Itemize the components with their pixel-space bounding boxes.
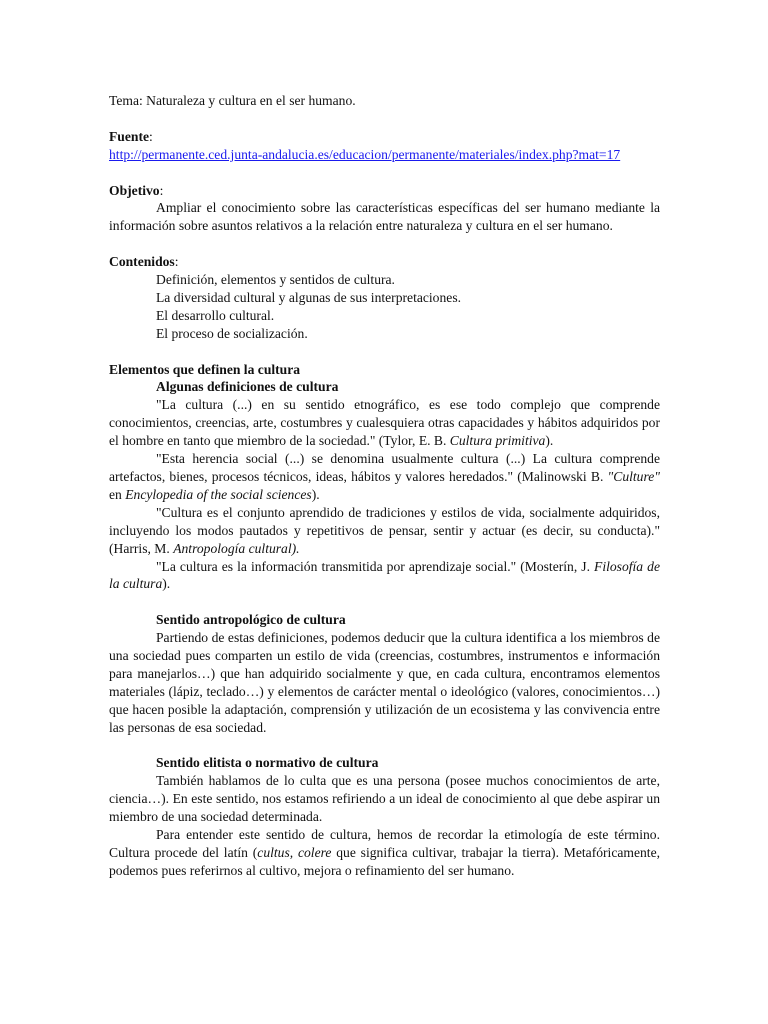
elementos-heading: Elementos que definen la cultura [109, 361, 301, 377]
source-title: Filosofía de la cultura [109, 558, 660, 592]
definiciones-subheading: Algunas definiciones de cultura [156, 379, 339, 395]
contenidos-label: Contenidos [109, 254, 175, 270]
source-title: Encylopedia of the social sciences [125, 486, 312, 502]
definition-mosterin: "La cultura es la información transmitida por aprendizaje social." (Mosterín, J. Filosofía de la cultura). [109, 558, 660, 592]
document-body [109, 92, 660, 880]
objetivo-label: Objetivo [109, 182, 160, 198]
antropologico-heading: Sentido antropológico de cultura [156, 612, 346, 628]
definition-malinowski: "Esta herencia social (...) se denomina usualmente cultura (...) La cultura comprende artefactos, bienes, procesos técnicos, ideas, hábitos y valores heredados." (Malinowski B. "Culture" en Encylopedia of the social sciences). [109, 451, 660, 502]
definition-harris: "Cultura es el conjunto aprendido de tradiciones y estilos de vida, socialmente adquiridos, incluyendo los modos pautados y repetitivos de pensar, sentir y actuar (es decir, su conducta)."(Harris, M. Antropología cultural). [109, 504, 660, 556]
tema-line: Tema: Naturaleza y cultura en el ser humano. [109, 93, 356, 108]
fuente-link[interactable]: http://permanente.ced.junta-andalucia.es/educacion/permanente/materiales/index.php?mat=17 [109, 146, 621, 162]
quoted-title: "Culture" [607, 468, 660, 484]
contenidos-item: El desarrollo cultural. [156, 307, 275, 323]
elitista-text-2: Para entender este sentido de cultura, hemos de recordar la etimología de este término. Cultura procede del latín (cultus, colere que significa cultivar, trabajar la tierra). Metafóricamente, podemos pues referirnos al cultivo, mejora o refinamiento del ser humano. [109, 827, 661, 878]
source-title: Cultura primitiva [449, 433, 546, 449]
elitista-heading: Sentido elitista o normativo de cultura [156, 755, 379, 771]
contenidos-item: La diversidad cultural y algunas de sus interpretaciones. [156, 289, 462, 305]
antropologico-text: Partiendo de estas definiciones, podemos deducir que la cultura identifica a los miembros de una sociedad pues comparten un estilo de vida (creencias, costumbres, instrumentos e información para manejarlos…) que han adquirido socialmente y que, en cada cultura, encontramos elementos materiales (lápiz, teclado…) y elementos de carácter mental o ideológico (valores, conocimientos…) que hacen posible la adaptación, comprensión y utilización de un ecosistema y las convivencia entre las personas de esa sociedad. [109, 630, 660, 735]
definition-tylor: "La cultura (...) en su sentido etnográfico, es ese todo complejo que comprende conocimientos, creencias, arte, costumbres y cualesquiera otras capacidades y hábitos adquiridos por el hombre en tanto que miembro de la sociedad." (Tylor, E. B. Cultura primitiva). [109, 397, 660, 449]
contenidos-item: Definición, elementos y sentidos de cultura. [156, 272, 395, 288]
objetivo-text: Ampliar el conocimiento sobre las características específicas del ser humano mediante la información sobre asuntos relativos a la relación entre naturaleza y cultura en el ser humano. [109, 200, 660, 234]
contenidos-section: Contenidos: [109, 254, 179, 270]
fuente-label: Fuente [109, 128, 150, 144]
fuente-section: Fuente: [109, 128, 153, 144]
latin-terms: cultus, colere [257, 844, 332, 860]
objetivo-section: Objetivo: [109, 182, 164, 198]
contenidos-item: El proceso de socialización. [156, 325, 308, 341]
elitista-text-1: También hablamos de lo culta que es una persona (posee muchos conocimientos de arte, ciencia…). En este sentido, nos estamos refiriendo a un ideal de conocimiento al que debe aspirar un miembro de una sociedad determinada. [109, 773, 660, 825]
source-title: Antropología cultural). [173, 540, 300, 556]
